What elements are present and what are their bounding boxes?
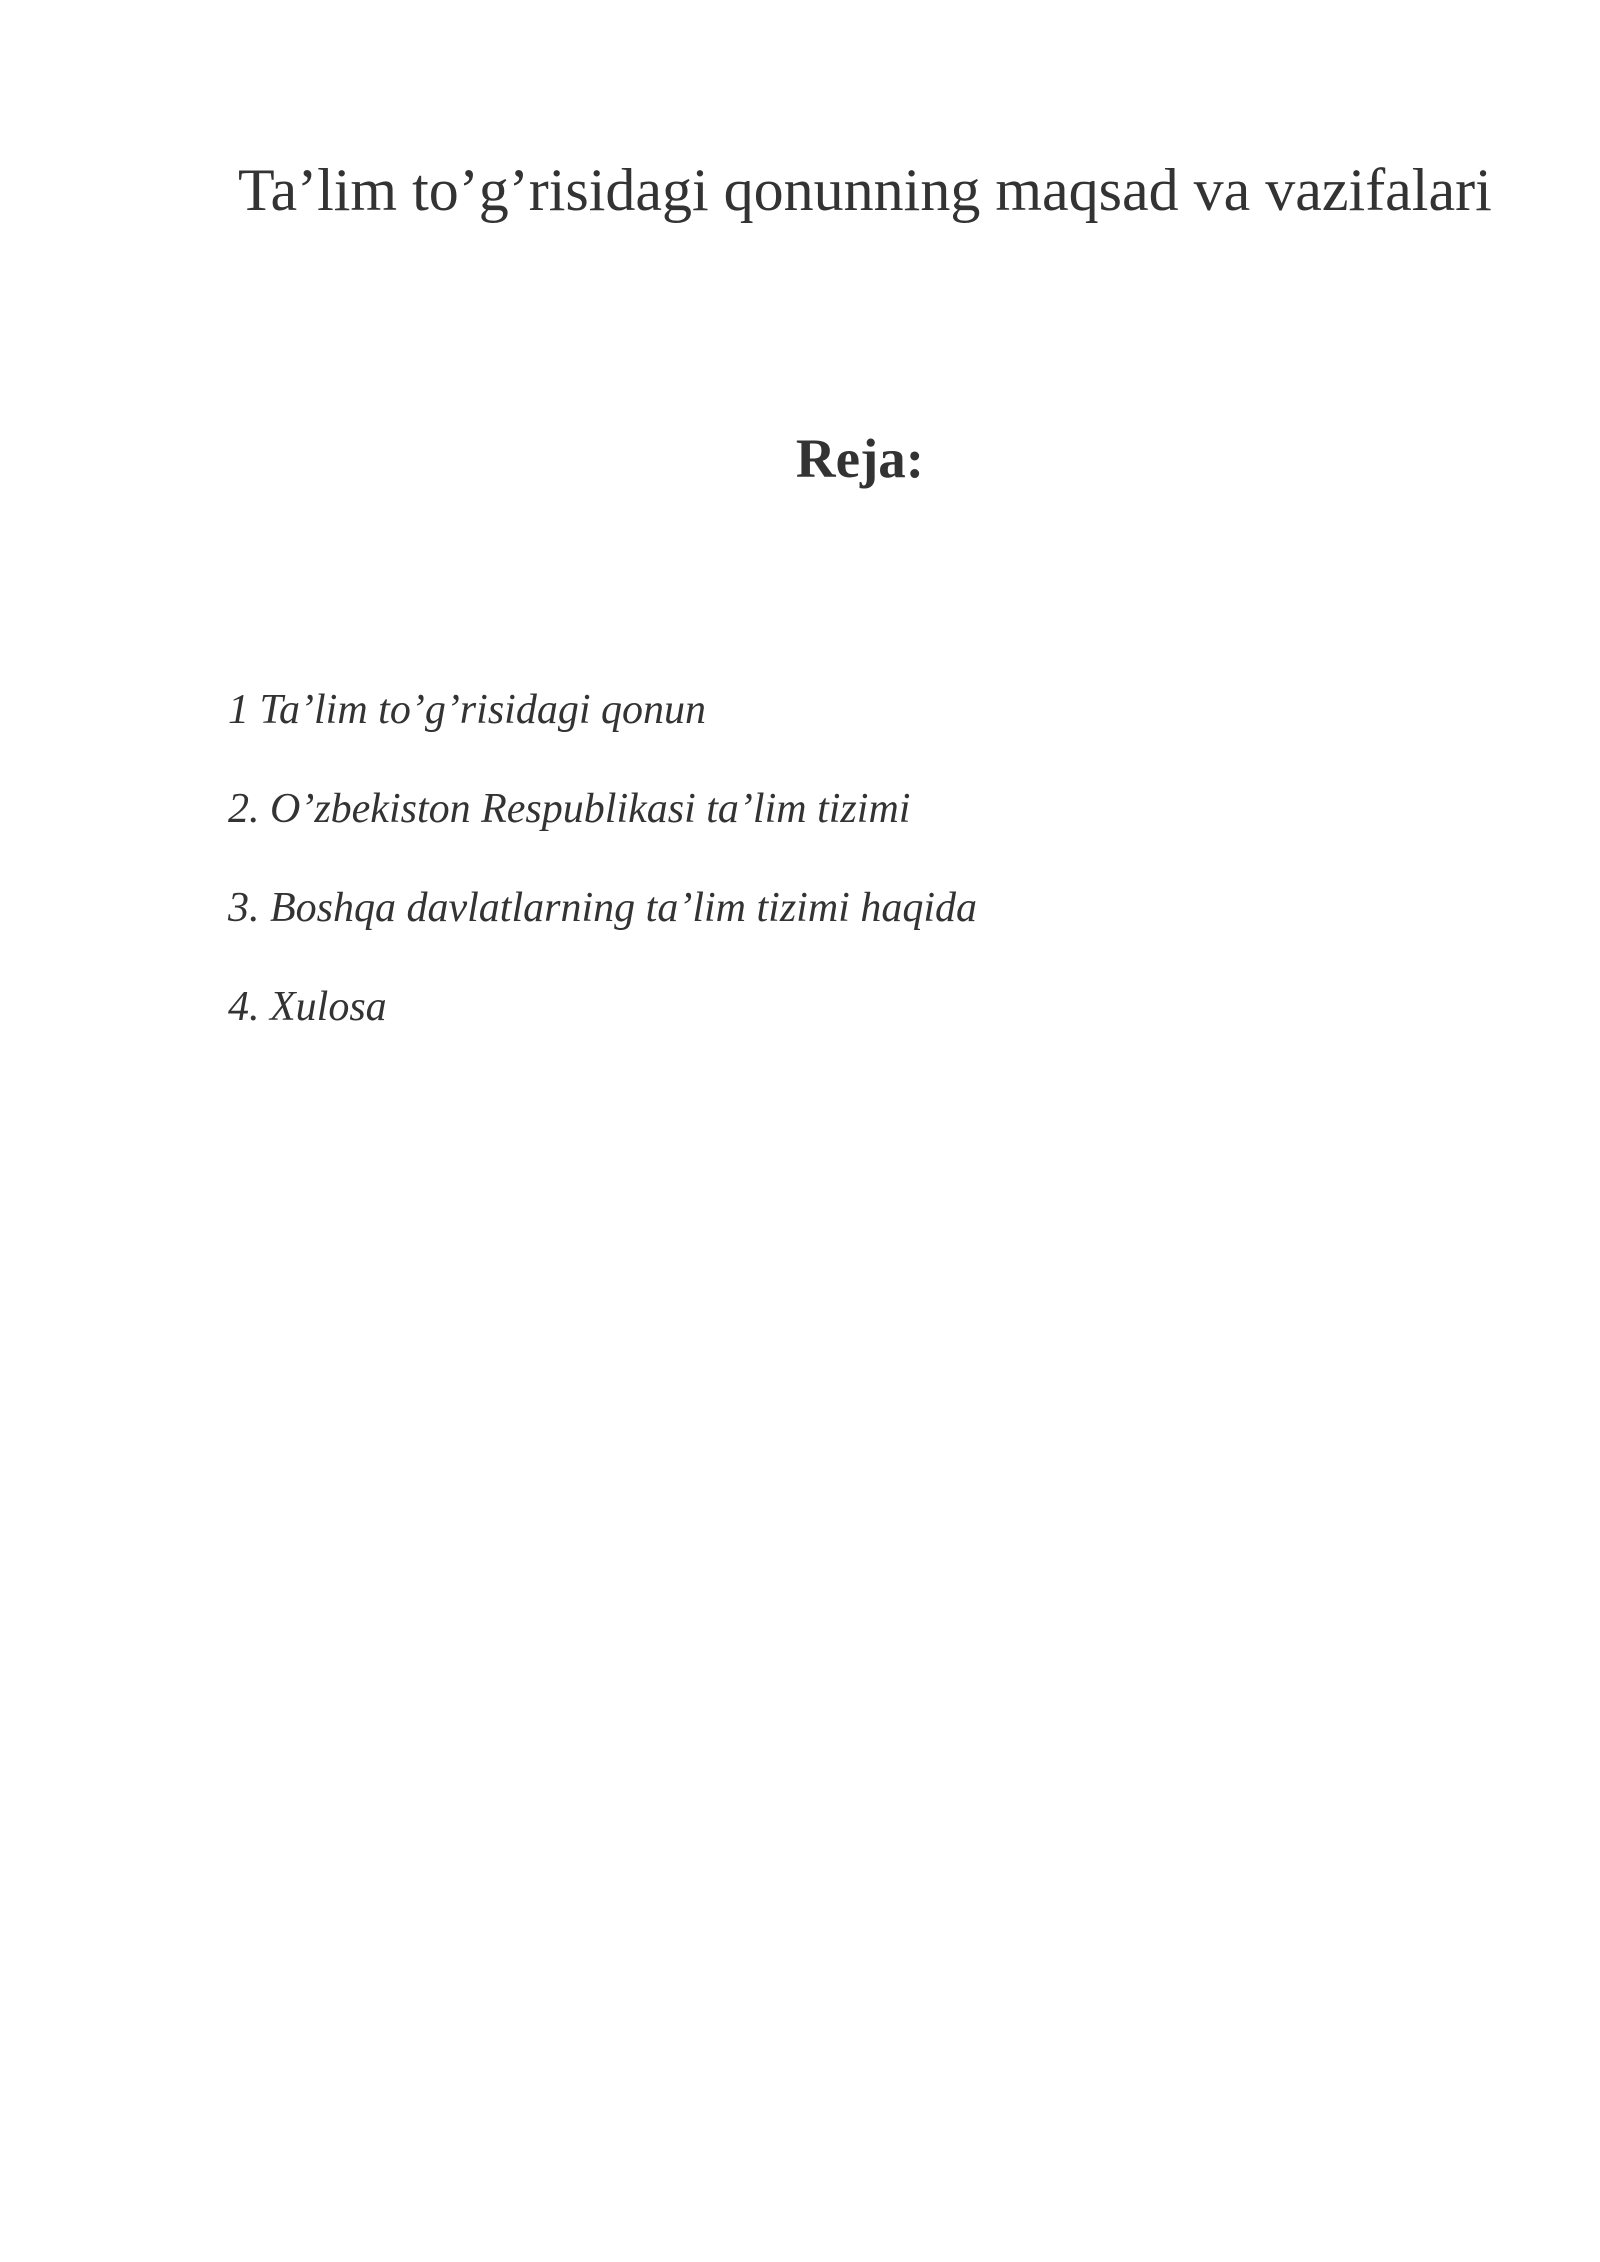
plan-list — [228, 682, 977, 1078]
plan-item: 3. Boshqa davlatlarning ta’lim tizimi haqida — [228, 885, 978, 931]
plan-item: 1 Ta’lim to’g’risidagi qonun — [228, 687, 706, 733]
plan-item: 2. O’zbekiston Respublikasi ta’lim tizimi — [228, 786, 911, 832]
plan-item: 4. Xulosa — [228, 984, 387, 1030]
plan-heading: Reja: — [795, 428, 925, 489]
document-title: Ta’lim to’g’risidagi qonunning maqsad va vazifalari — [238, 157, 1492, 223]
